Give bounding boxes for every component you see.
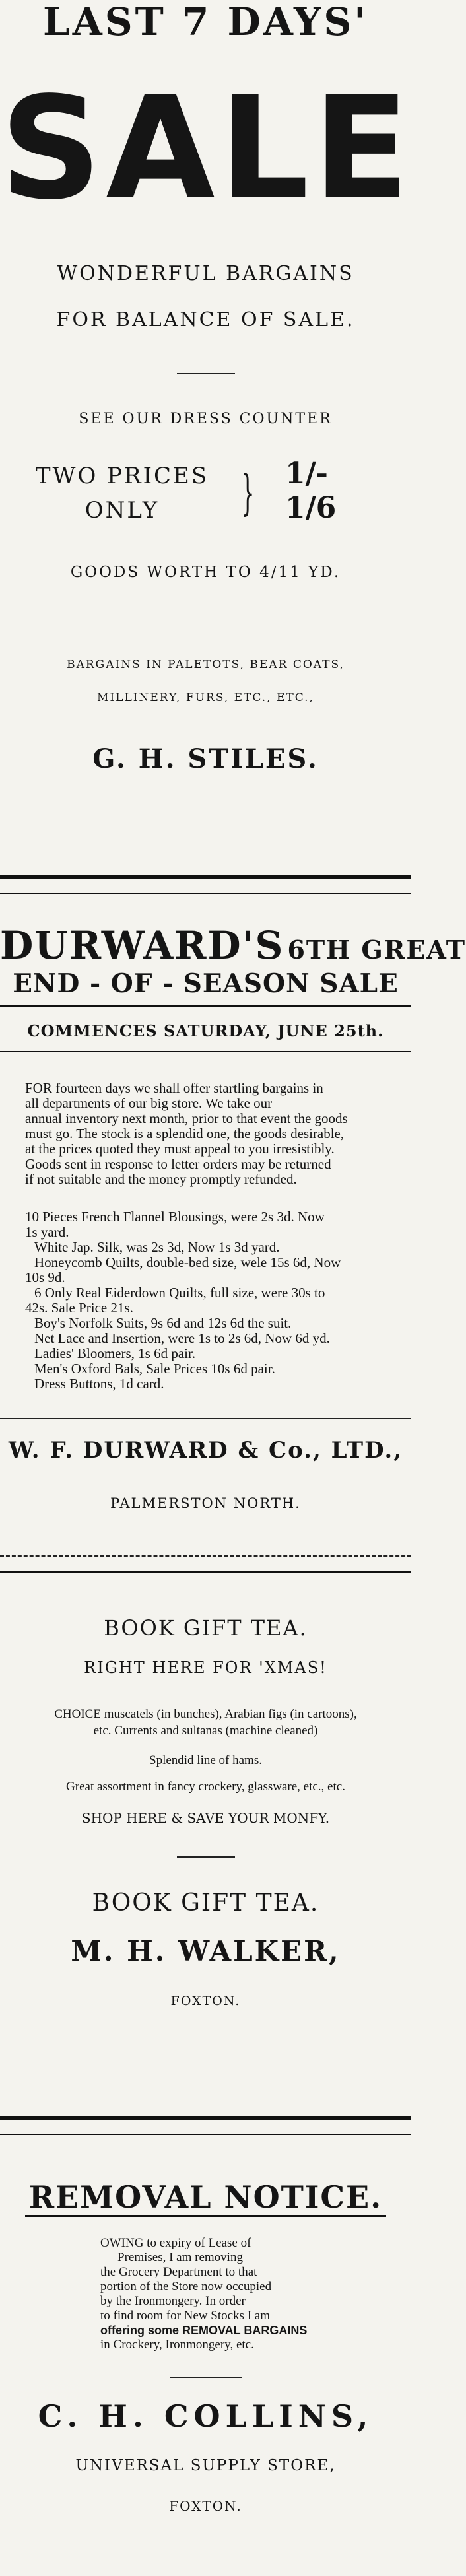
collins-town: FOXTON.	[169, 2498, 242, 2514]
durward-items	[25, 1209, 391, 1392]
removal-line: Premises, I am removing	[117, 2251, 243, 2264]
stiles-header: LAST 7 DAYS'	[42, 0, 369, 44]
column-rule	[0, 875, 411, 879]
column-rule	[0, 2116, 411, 2120]
walker-title: BOOK GIFT TEA.	[104, 1615, 308, 1641]
price-1: 1/-	[285, 457, 328, 491]
item-line: Net Lace and Insertion, were 1s to 2s 6d, Now 6d yd.	[34, 1330, 330, 1346]
item-line: Dress Buttons, 1d card.	[34, 1376, 164, 1392]
removal-line: to find room for New Stocks I am	[100, 2309, 270, 2322]
item-line: 10 Pieces French Flannel Blousings, were 2s 3d. Now	[25, 1209, 325, 1225]
item-line: White Jap. Silk, was 2s 3d, Now 1s 3d yard.	[34, 1239, 280, 1255]
bargains-line-2: MILLINERY, FURS, ETC., ETC.,	[97, 691, 314, 704]
only-text: ONLY	[84, 497, 160, 524]
item-line: 6 Only Real Eiderdown Quilts, full size, were 30s to	[34, 1285, 325, 1301]
price-2: 1/6	[285, 491, 337, 525]
walker-line-2: etc. Currents and sultanas (machine cleaned)	[93, 1724, 318, 1738]
item-line: Ladies' Bloomers, 1s 6d pair.	[34, 1345, 196, 1361]
collins-text	[100, 2236, 318, 2352]
durward-intro	[25, 1081, 391, 1187]
intro-line: must go. The stock is a splendid one, the goods desirable,	[25, 1126, 345, 1141]
intro-line: annual inventory next month, prior to that event the goods	[25, 1110, 348, 1126]
column-rule-thin	[0, 893, 411, 894]
goods-worth-text: GOODS WORTH TO 4/11 YD.	[70, 564, 341, 581]
prices	[285, 457, 336, 525]
walker-sub: RIGHT HERE FOR 'XMAS!	[84, 1658, 327, 1677]
removal-line: portion of the Store now occupied	[100, 2280, 272, 2293]
intro-line: all departments of our big store. We take our	[25, 1095, 273, 1111]
walker-line-5: SHOP HERE & SAVE YOUR MONFY.	[81, 1810, 330, 1826]
intro-line: FOR fourteen days we shall offer startling bargains in	[25, 1080, 323, 1096]
walker-town: FOXTON.	[170, 1994, 241, 2008]
collins-name: C. H. COLLINS,	[38, 2398, 374, 2434]
divider	[177, 1856, 235, 1858]
column-rule-thin	[0, 1571, 411, 1573]
stiles-sub1: WONDERFUL BARGAINS	[57, 262, 354, 285]
removal-line: offering some REMOVAL BARGAINS	[100, 2324, 308, 2337]
walker-name: M. H. WALKER,	[71, 1935, 341, 1967]
durward-title	[0, 923, 466, 968]
stiles-signature: G. H. STILES.	[92, 743, 319, 774]
removal-line: the Grocery Department to that	[100, 2265, 257, 2279]
durward-location: PALMERSTON NORTH.	[110, 1495, 301, 1511]
item-line: 1s yard.	[25, 1224, 69, 1240]
divider-thin	[0, 1418, 411, 1419]
column-rule-dashed	[0, 1555, 411, 1557]
removal-title: REMOVAL NOTICE.	[25, 2179, 386, 2217]
divider	[0, 1005, 411, 1007]
sale-headline: SALE	[0, 67, 414, 231]
removal-line: in Crockery, Ironmongery, etc.	[100, 2338, 254, 2352]
two-prices-label	[26, 459, 218, 527]
walker-line-1: CHOICE muscatels (in bunches), Arabian figs (in cartoons),	[54, 1707, 357, 1721]
durward-title-2: END - OF - SEASON SALE	[13, 968, 399, 999]
brace-icon: }	[241, 465, 255, 520]
intro-line: if not suitable and the money promptly refunded.	[25, 1171, 297, 1187]
removal-line: by the Ironmongery. In order	[100, 2294, 246, 2308]
two-prices-text: TWO PRICES	[35, 463, 209, 489]
item-line: 10s 9d.	[25, 1270, 65, 1285]
dress-counter-text: SEE OUR DRESS COUNTER	[79, 411, 333, 427]
durward-company: W. F. DURWARD & Co., LTD.,	[8, 1437, 403, 1464]
bargains-line-1: BARGAINS IN PALETOTS, BEAR COATS,	[67, 658, 345, 671]
item-line: Honeycomb Quilts, double-bed size, wele 15s 6d, Now	[34, 1254, 341, 1270]
walker-line-4: Great assortment in fancy crockery, glassware, etc., etc.	[66, 1780, 345, 1794]
collins-store: UNIVERSAL SUPPLY STORE,	[75, 2457, 336, 2474]
walker-line-3: Splendid line of hams.	[149, 1753, 262, 1767]
item-line: Men's Oxford Bals, Sale Prices 10s 6d pair.	[34, 1361, 275, 1376]
durward-title-b: 6TH GREAT	[287, 935, 466, 965]
intro-line: Goods sent in response to letter orders may be returned	[25, 1156, 331, 1172]
durward-title-a: DURWARD'S	[0, 923, 284, 968]
divider	[177, 373, 235, 374]
removal-line: OWING to expiry of Lease of	[100, 2236, 251, 2250]
stiles-sub2: FOR BALANCE OF SALE.	[56, 308, 355, 331]
walker-title-2: BOOK GIFT TEA.	[92, 1889, 319, 1916]
intro-line: at the prices quoted they must appeal to you irresistibly.	[25, 1141, 335, 1157]
removal-title-wrap	[0, 2179, 411, 2216]
item-line: 42s. Sale Price 21s.	[25, 1300, 133, 1316]
divider-thin	[0, 1051, 411, 1052]
column-rule-thin	[0, 2134, 411, 2135]
item-line: Boy's Norfolk Suits, 9s 6d and 12s 6d the suit.	[34, 1315, 292, 1331]
commences-text: COMMENCES SATURDAY, JUNE 25th.	[27, 1021, 384, 1040]
divider	[170, 2377, 242, 2378]
